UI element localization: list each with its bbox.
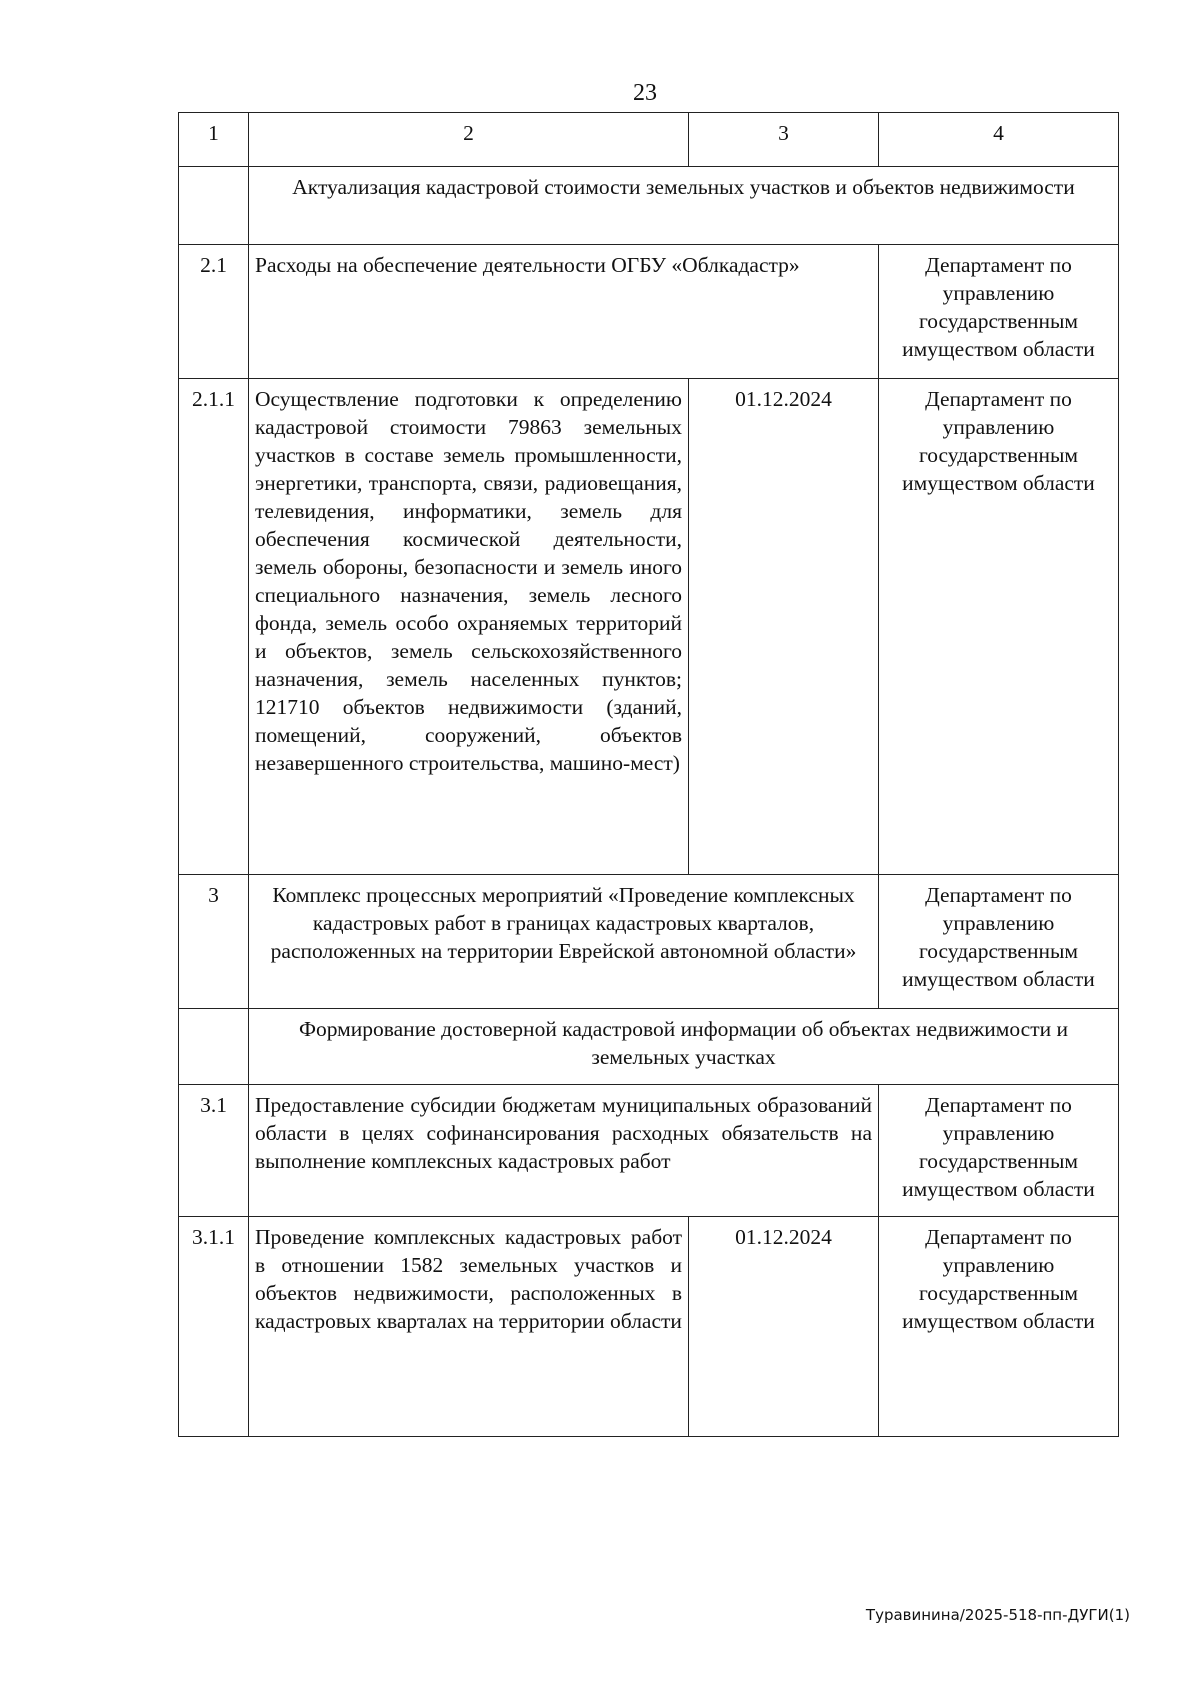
row-text: Предоставление субсидии бюджетам муниципальных образований области в целях софинансирования расходных обязательств на выполнение комплексных кадастровых работ xyxy=(249,1085,879,1217)
row-text: Проведение комплексных кадастровых работ в отношении 1582 земельных участков и объектов недвижимости, расположенных в кадастровых кварталах на территории области xyxy=(249,1217,689,1437)
section-title: Актуализация кадастровой стоимости земельных участков и объектов недвижимости xyxy=(249,167,1119,245)
table-row xyxy=(179,1085,1119,1217)
column-header-3: 3 xyxy=(689,113,879,167)
table-header-row xyxy=(179,113,1119,167)
row-text: Расходы на обеспечение деятельности ОГБУ «Облкадастр» xyxy=(249,245,879,379)
table-row xyxy=(179,245,1119,379)
row-department: Департамент по управлению государственным имуществом области xyxy=(879,1085,1119,1217)
row-number: 2.1.1 xyxy=(179,379,249,875)
row-date: 01.12.2024 xyxy=(689,379,879,875)
row-number: 3.1.1 xyxy=(179,1217,249,1437)
row-number: 3.1 xyxy=(179,1085,249,1217)
row-text: Осуществление подготовки к определению кадастровой стоимости 79863 земельных участков в составе земель промышленности, энергетики, транспорта, связи, радиовещания, телевидения, информатики, земель для обеспечения космической деятельности, земель обороны, безопасности и земель иного специального назначения, земель лесного фонда, земель особо охраняемых территорий и объектов, земель сельскохозяйственного назначения, земель населенных пунктов; 121710 объектов недвижимости (зданий, помещений, сооружений, объектов незавершенного строительства, машино-мест) xyxy=(249,379,689,875)
column-header-4: 4 xyxy=(879,113,1119,167)
document-footer-id: Туравинина/2025-518-пп-ДУГИ(1) xyxy=(865,1606,1130,1624)
row-department: Департамент по управлению государственным имуществом области xyxy=(879,245,1119,379)
measures-table xyxy=(178,112,1119,1437)
row-department: Департамент по управлению государственным имуществом области xyxy=(879,379,1119,875)
column-header-2: 2 xyxy=(249,113,689,167)
column-header-1: 1 xyxy=(179,113,249,167)
section-row xyxy=(179,167,1119,245)
row-date: 01.12.2024 xyxy=(689,1217,879,1437)
page-number: 23 xyxy=(633,80,657,106)
row-department: Департамент по управлению государственным имуществом области xyxy=(879,1217,1119,1437)
table-row xyxy=(179,379,1119,875)
table-row xyxy=(179,1217,1119,1437)
row-text: Комплекс процессных мероприятий «Проведение комплексных кадастровых работ в границах кадастровых кварталов, расположенных на территории Еврейской автономной области» xyxy=(249,875,879,1009)
row-department: Департамент по управлению государственным имуществом области xyxy=(879,875,1119,1009)
row-number: 3 xyxy=(179,875,249,1009)
table-row xyxy=(179,875,1119,1009)
table-cell-empty xyxy=(179,167,249,245)
table-cell-empty xyxy=(179,1009,249,1085)
row-number: 2.1 xyxy=(179,245,249,379)
section-row xyxy=(179,1009,1119,1085)
section-title: Формирование достоверной кадастровой информации об объектах недвижимости и земельных участках xyxy=(249,1009,1119,1085)
